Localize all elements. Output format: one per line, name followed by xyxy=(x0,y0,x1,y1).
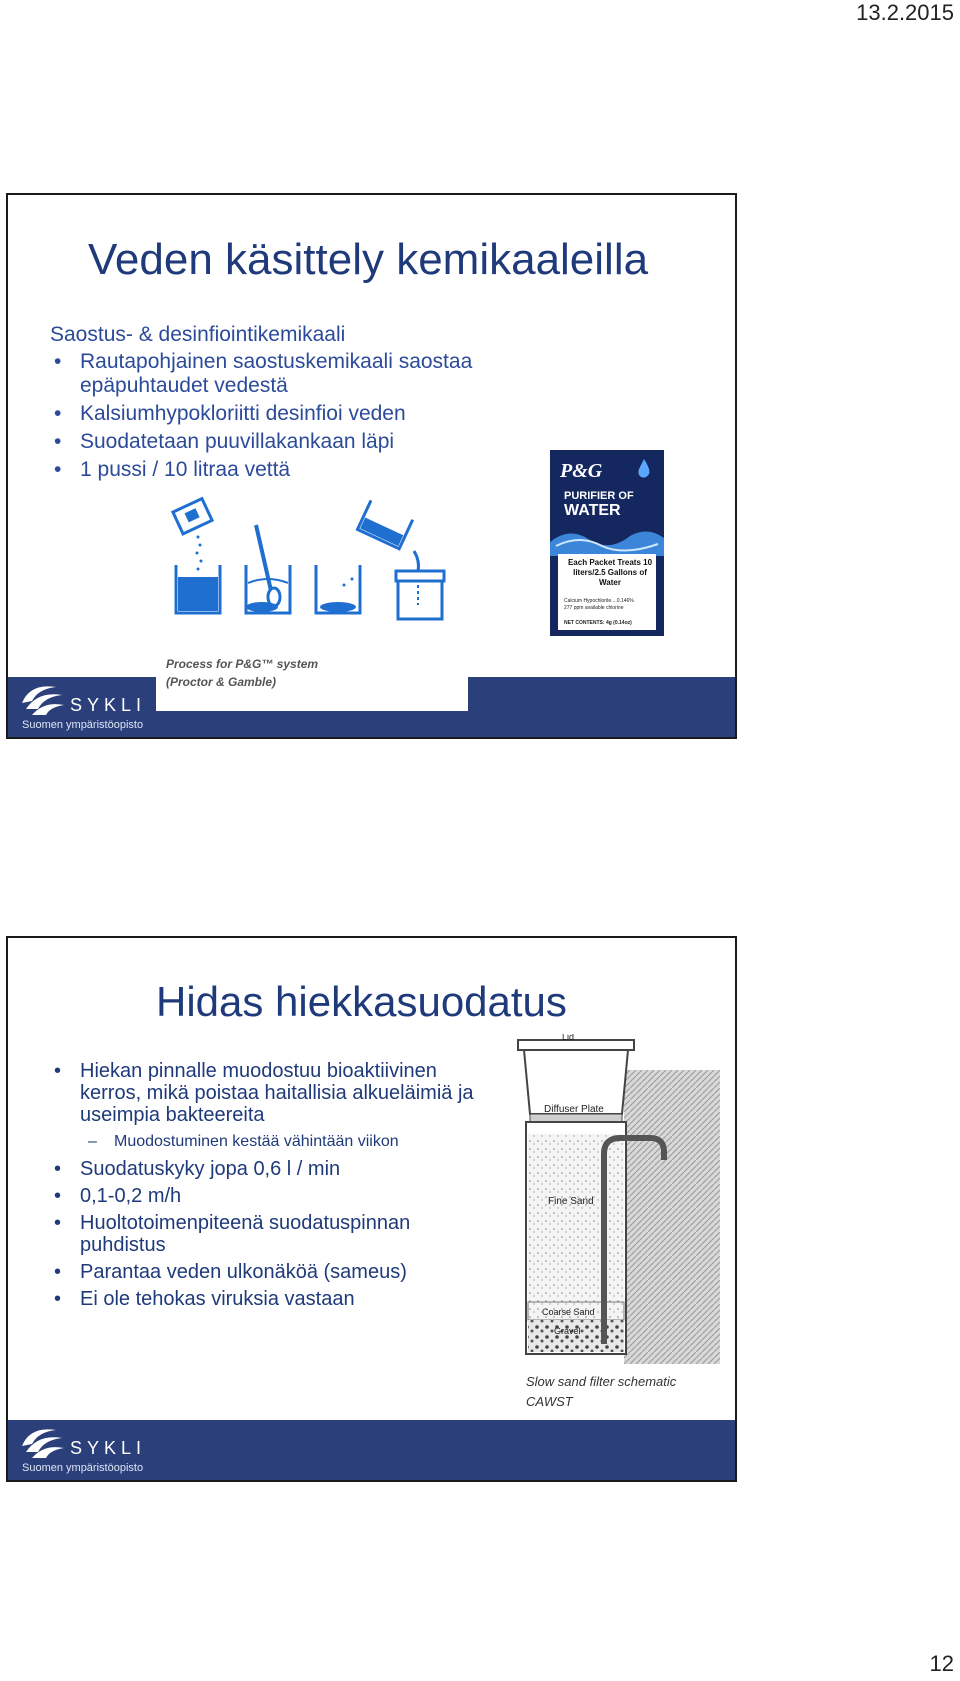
packet-label-text: Each Packet Treats 10 liters/2.5 Gallons of Water xyxy=(567,558,653,587)
process-steps-icon xyxy=(156,495,468,645)
diagram-caption-line1: Slow sand filter schematic xyxy=(526,1374,677,1389)
list-subitem: – Muodostuminen kestää vähintään viikon xyxy=(52,1131,497,1153)
page-date: 13.2.2015 xyxy=(856,0,954,25)
packet-line2: WATER xyxy=(564,502,621,519)
bullet-list xyxy=(50,350,590,486)
slow-sand-filter-diagram xyxy=(504,1034,720,1364)
splash-icon xyxy=(550,522,664,556)
diagram-caption xyxy=(526,1372,676,1412)
list-item: • Hiekan pinnalle muodostuu bioaktiivinen kerros, mikä poistaa haitallisia alkueläimiä ja useimpia bakteereita xyxy=(52,1060,497,1126)
list-item: • Parantaa veden ulkonäköä (sameus) xyxy=(52,1261,497,1283)
diagram-label-gravel: Gravel xyxy=(554,1326,581,1336)
pg-purifier-packet xyxy=(550,450,664,636)
process-caption xyxy=(166,655,318,691)
slide-slow-sand-filtration xyxy=(6,936,737,1482)
diagram-label-diffuser: Diffuser Plate xyxy=(544,1104,604,1115)
list-item: • 0,1-0,2 m/h xyxy=(52,1185,497,1207)
diagram-caption-line2: CAWST xyxy=(526,1394,573,1409)
packet-fine-print xyxy=(564,598,634,612)
packet-label xyxy=(558,554,656,630)
process-caption-line1: Process for P&G™ system xyxy=(166,657,319,671)
logo-subtitle: Suomen ympäristöopisto xyxy=(22,1462,144,1474)
sykli-logo xyxy=(16,1422,156,1478)
footer-band xyxy=(8,1420,735,1480)
packet-net-contents: NET CONTENTS: 4g (0.14oz) xyxy=(564,620,632,626)
water-drop-icon xyxy=(636,458,652,480)
diagram-label-fine-sand: Fine Sand xyxy=(548,1196,594,1207)
packet-fine-line: 277 ppm available chlorine xyxy=(564,605,624,611)
bullet-list xyxy=(52,1060,497,1315)
packet-fine-line: Calcium Hypochlorite....0.146% xyxy=(564,598,634,604)
list-item: • 1 pussi / 10 litraa vettä xyxy=(50,458,590,482)
list-item: • Kalsiumhypokloriitti desinfioi veden xyxy=(50,402,590,426)
list-item: • Ei ole tehokas viruksia vastaan xyxy=(52,1288,497,1310)
list-item: • Huoltotoimenpiteenä suodatuspinnan puhdistus xyxy=(52,1212,497,1256)
process-illustration xyxy=(156,495,468,711)
slide-intro: Saostus- & desinfiointikemikaali xyxy=(50,323,346,346)
packet-line1: PURIFIER OF xyxy=(564,490,634,502)
logo-brand: SYKLI xyxy=(70,695,147,715)
sykli-swirl-icon xyxy=(16,1422,66,1462)
slide-title: Hidas hiekkasuodatus xyxy=(156,978,567,1025)
slide-title: Veden käsittely kemikaaleilla xyxy=(88,235,649,284)
slide-chemical-treatment xyxy=(6,193,737,739)
page-number: 12 xyxy=(929,1651,954,1676)
process-caption-line2: (Proctor & Gamble) xyxy=(166,675,277,689)
logo-subtitle: Suomen ympäristöopisto xyxy=(22,719,144,731)
filter-schematic-icon xyxy=(504,1034,720,1364)
sykli-swirl-icon xyxy=(16,679,66,719)
list-item: • Rautapohjainen saostuskemikaali saostaa epäpuhtaudet vedestä xyxy=(50,350,590,398)
diagram-label-lid: Lid xyxy=(562,1034,575,1042)
packet-brand: P&G xyxy=(560,460,603,482)
list-item: • Suodatetaan puuvillakankaan läpi xyxy=(50,430,590,454)
list-item: • Suodatuskyky jopa 0,6 l / min xyxy=(52,1158,497,1180)
diagram-label-coarse-sand: Coarse Sand xyxy=(542,1307,595,1317)
logo-brand: SYKLI xyxy=(70,1438,147,1458)
sykli-logo xyxy=(16,679,156,735)
